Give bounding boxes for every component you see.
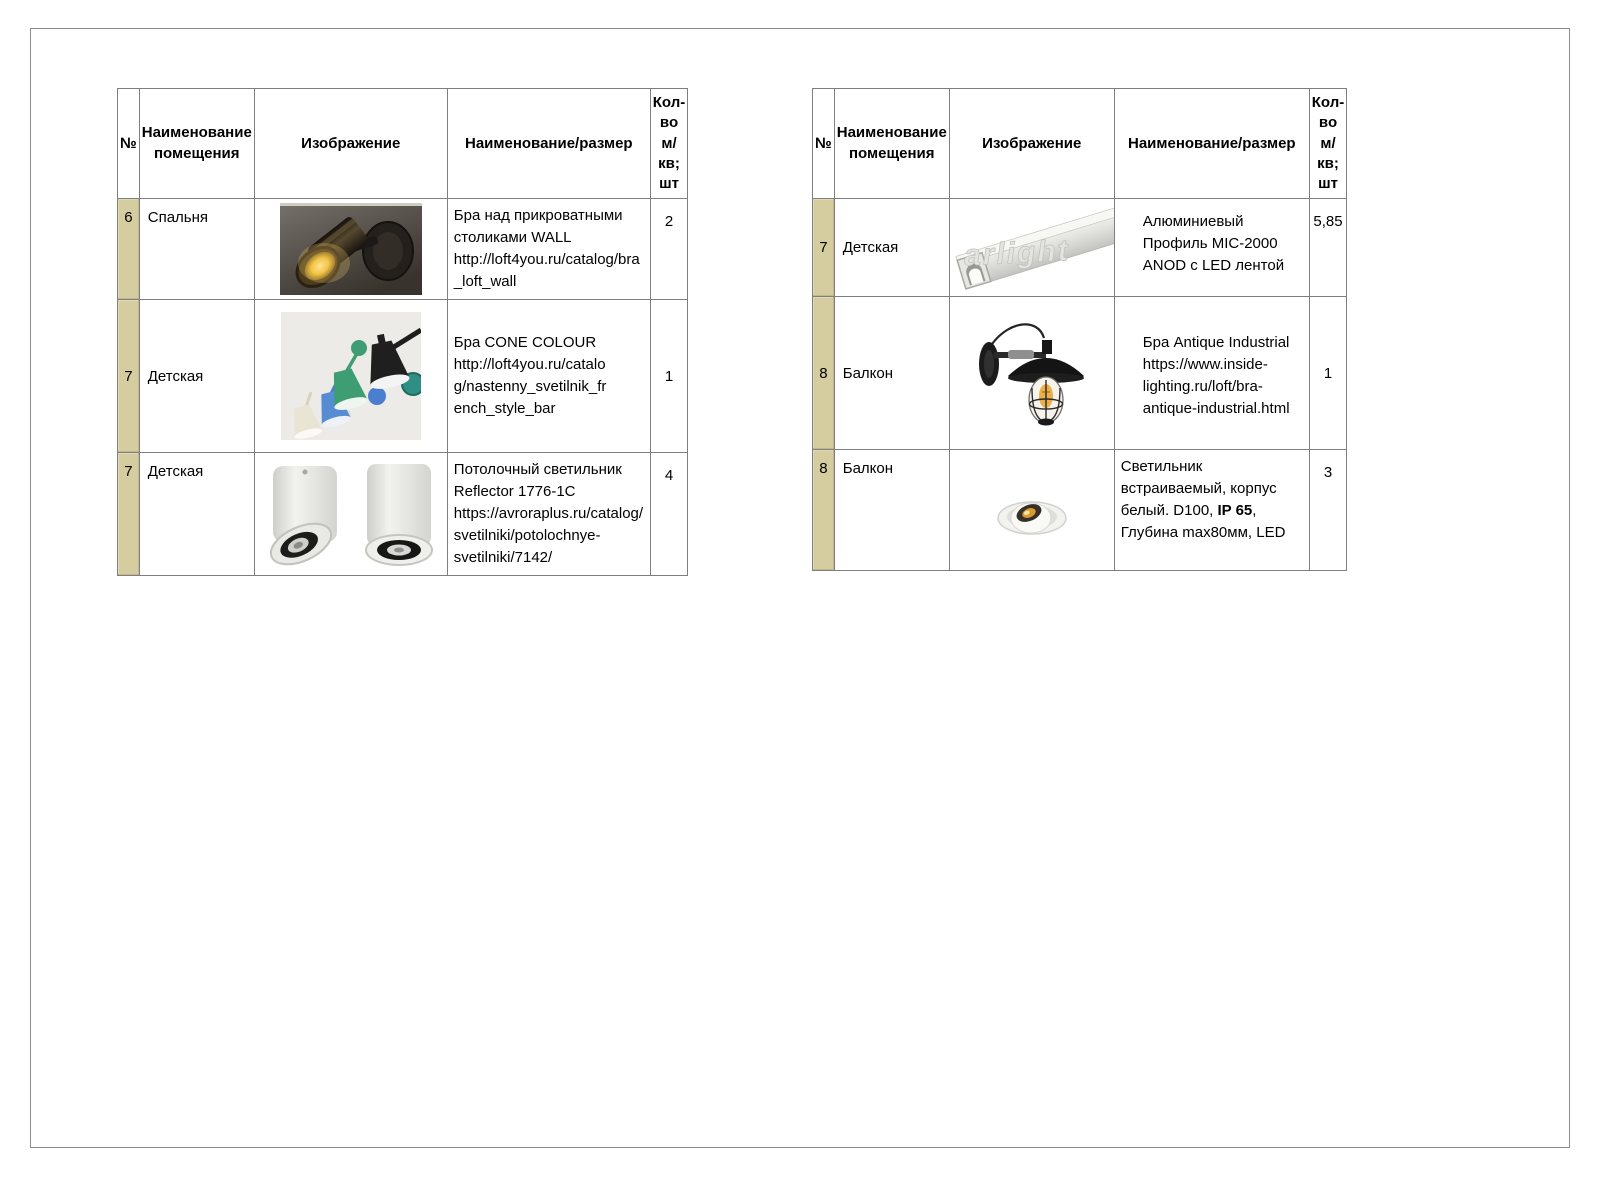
item-name-text: Бра Antique Industrial https://www.inside-lighting.ru/loft/bra-antique-industrial.html bbox=[1142, 334, 1290, 418]
item-name-text bbox=[1121, 456, 1303, 544]
document-page bbox=[30, 28, 1570, 1148]
header-row bbox=[118, 89, 688, 199]
quantity-cell: 1 bbox=[1309, 297, 1346, 450]
table-row bbox=[118, 453, 688, 576]
row-number-cell: 6 bbox=[118, 199, 140, 300]
col-header-num: № bbox=[118, 89, 140, 199]
table-row bbox=[813, 199, 1347, 297]
image-cell bbox=[949, 199, 1114, 297]
item-name-text-post: , Глубина max80мм, LED bbox=[1120, 502, 1286, 542]
quantity-cell: 4 bbox=[650, 453, 687, 576]
col-header-image: Изображение bbox=[254, 89, 447, 199]
item-name-text: Потолочный светильник Reflector 1776-1C https://avroraplus.ru/catalog/svetilniki/potolochnye-svetilniki/7142/ bbox=[453, 461, 644, 567]
row-number-cell: 7 bbox=[118, 453, 140, 576]
room-name-cell: Детская bbox=[139, 453, 254, 576]
aluminum-led-profile-photo bbox=[950, 204, 1114, 292]
header-row bbox=[813, 89, 1347, 199]
image-cell bbox=[254, 453, 447, 576]
image-cell bbox=[949, 450, 1114, 571]
white-cylinder-ceiling-spots-photo bbox=[255, 458, 447, 570]
quantity-cell: 5,85 bbox=[1309, 199, 1346, 297]
row-number-cell: 7 bbox=[118, 300, 140, 453]
table-row bbox=[118, 199, 688, 300]
col-header-room: Наименование помещения bbox=[139, 89, 254, 199]
item-name-text-bold: IP 65 bbox=[1217, 502, 1253, 520]
table-row bbox=[118, 300, 688, 453]
room-name-cell: Детская bbox=[834, 199, 949, 297]
quantity-cell: 3 bbox=[1309, 450, 1346, 571]
col-header-qty: Кол-во м/кв; шт bbox=[650, 89, 687, 199]
col-header-qty: Кол-во м/кв; шт bbox=[1309, 89, 1346, 199]
item-name-text: Алюминиевый Профиль MIC-2000 ANOD с LED лентой bbox=[1142, 213, 1285, 275]
item-name-cell bbox=[447, 453, 650, 576]
room-name-cell: Детская bbox=[139, 300, 254, 453]
quantity-cell: 1 bbox=[650, 300, 687, 453]
item-name-text: Бра над прикроватными столиками WALL http://loft4you.ru/catalog/bra_loft_wall bbox=[453, 207, 640, 291]
item-name-cell bbox=[447, 300, 650, 453]
col-header-name: Наименование/размер bbox=[1114, 89, 1309, 199]
col-header-num: № bbox=[813, 89, 835, 199]
item-name-cell bbox=[1114, 297, 1309, 450]
arlight-watermark: arlight bbox=[962, 233, 1071, 273]
row-number-cell: 7 bbox=[813, 199, 835, 297]
fixtures-table-left bbox=[117, 88, 688, 576]
item-name-text: Бра CONE COLOUR http://loft4you.ru/catalog/nastenny_svetilnik_french_style_bar bbox=[453, 334, 607, 418]
image-cell bbox=[254, 300, 447, 453]
black-antique-industrial-sconce-photo bbox=[972, 312, 1092, 434]
fixtures-table-right bbox=[812, 88, 1347, 571]
room-name-cell: Спальня bbox=[139, 199, 254, 300]
image-cell bbox=[254, 199, 447, 300]
table-row bbox=[813, 450, 1347, 571]
dark-brass-wall-spotlight-photo bbox=[280, 203, 422, 295]
col-header-room: Наименование помещения bbox=[834, 89, 949, 199]
col-header-image: Изображение bbox=[949, 89, 1114, 199]
quantity-cell: 2 bbox=[650, 199, 687, 300]
table-row bbox=[813, 297, 1347, 450]
white-recessed-spotlight-photo bbox=[989, 488, 1075, 544]
item-name-cell bbox=[1114, 450, 1309, 571]
colored-cone-wall-lamps-photo bbox=[281, 312, 421, 440]
item-name-text-pre: Светильник встраиваемый, корпус белый. D100, bbox=[1120, 458, 1277, 520]
image-cell bbox=[949, 297, 1114, 450]
item-name-cell bbox=[447, 199, 650, 300]
row-number-cell: 8 bbox=[813, 450, 835, 571]
row-number-cell: 8 bbox=[813, 297, 835, 450]
item-name-cell bbox=[1114, 199, 1309, 297]
col-header-name: Наименование/размер bbox=[447, 89, 650, 199]
room-name-cell: Балкон bbox=[834, 450, 949, 571]
room-name-cell: Балкон bbox=[834, 297, 949, 450]
